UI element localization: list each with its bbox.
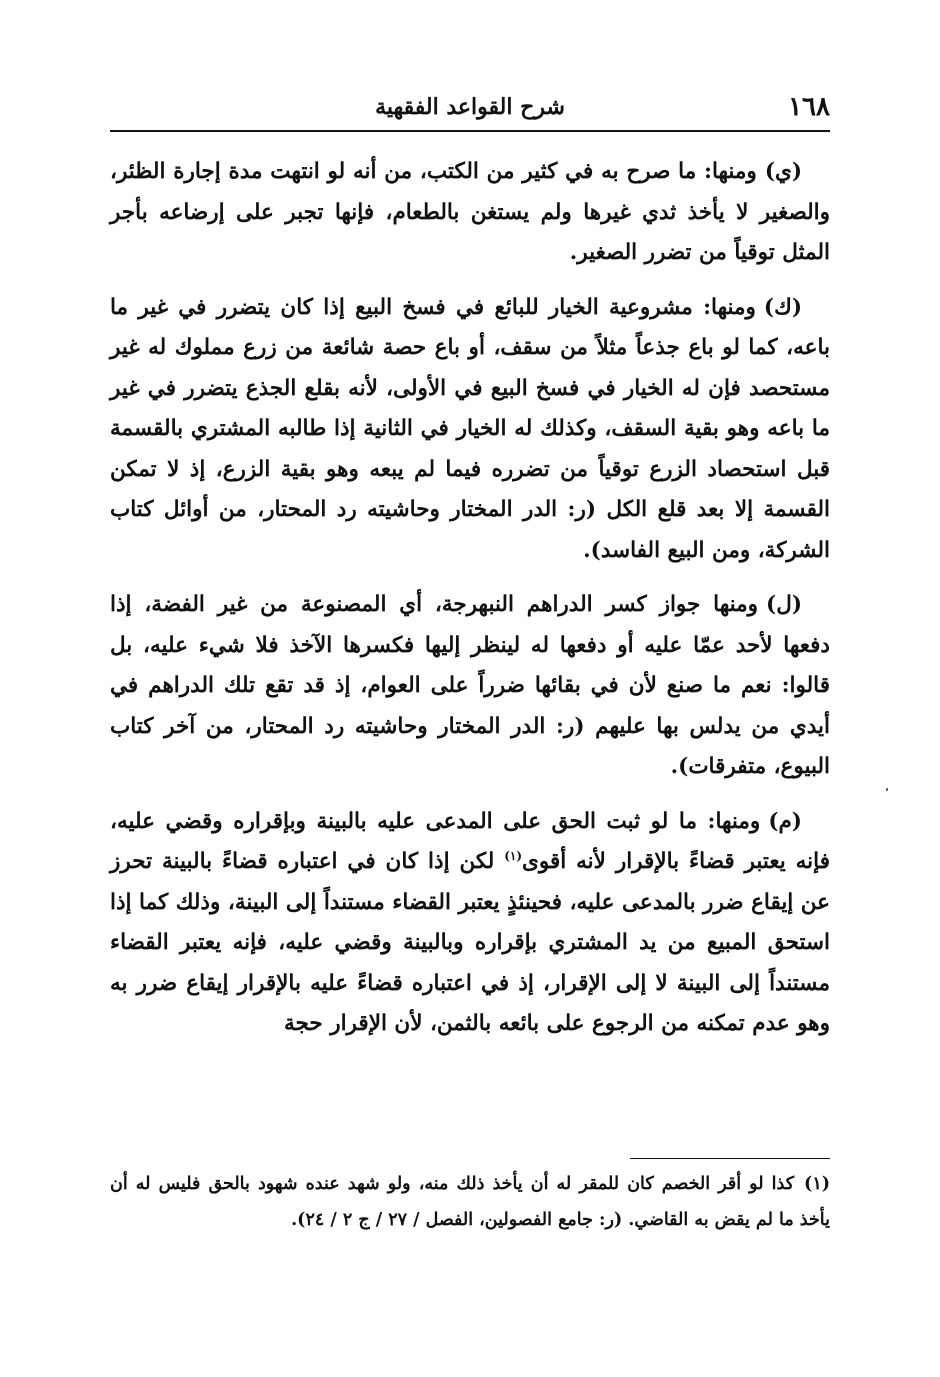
book-page — [110, 0, 830, 1377]
page-header — [110, 92, 830, 130]
paragraph-text: ومنها: ما صرح به في كثير من الكتب، من أنه لو انتهت مدة إجارة الظئر، والصغير لا يأخذ ثدي غيرها ولم يستغن بالطعام، فإنها تجبر على إرضاعه بأجر المثل توقياً من تضرر الصغير. — [110, 159, 830, 265]
footnote-marker[interactable]: (١) — [504, 848, 523, 863]
scan-speck — [886, 788, 888, 791]
paragraph-text-before-footnote: ومنها: ما لو ثبت الحق على المدعى عليه بالبينة وبإقراره وقضي عليه، فإنه يعتبر قضاءً بالإقرار لأنه أقوى — [110, 808, 830, 874]
footnote — [110, 1166, 830, 1238]
paragraph-text: ومنها: مشروعية الخيار للبائع في فسخ البيع إذا كان يتضرر في غير ما باعه، كما لو باع جذعاً مثلاً من سقف، أو باع حصة شائعة من زرع مملوك له غير مستحصد فإن له الخيار في فسخ البيع في الأولى، لأنه بقلع الجذع يتضرر في غير ما باعه وهو بقية السقف، وكذلك له الخيار في الثانية إذا طالبه المشتري بالقسمة قبل استحصاد الزرع توقياً من تضرره فيما لم يبعه وهو بقية الزرع، إذ لا تمكن القسمة إلا بعد قلع الكل (ر: الدر المختار وحاشيته رد المحتار، من أوائل كتاب الشركة، ومن البيع الفاسد). — [110, 294, 830, 563]
paragraph-ya — [110, 152, 830, 274]
footnote-number: (١) — [804, 1174, 830, 1194]
paragraph-label: (م) — [768, 808, 802, 834]
running-title: شرح القواعد الفقهية — [375, 94, 565, 120]
paragraph-text-after-footnote: لكن إذا كان في اعتباره قضاءً بالبينة تحرز عن إيقاع ضرر بالمدعى عليه، فحينئذٍ يعتبر القضاء مستنداً إلى البينة، وذلك كما إذا استحق المبيع من يد المشتري بإقراره وبالبينة وقضي عليه، فإنه يعتبر القضاء مستنداً إلى البينة لا إلى الإقرار، إذ في اعتباره قضاءً عليه بالإقرار إيقاع ضرر به وهو عدم تمكنه من الرجوع على بائعه بالثمن، لأن الإقرار حجة — [110, 849, 830, 1036]
footnote-rule — [630, 1158, 830, 1159]
paragraph-kaf — [110, 288, 830, 572]
paragraph-label: (ل) — [766, 592, 802, 617]
paragraph-label: (ي) — [764, 159, 802, 184]
paragraph-lam — [110, 585, 830, 788]
page-number: ١٦٨ — [788, 92, 830, 122]
header-rule — [110, 130, 830, 132]
footnote-text: كذا لو أقر الخصم كان للمقر له أن يأخذ ذلك منه، ولو شهد عنده شهود بالحق فليس له أن يأخذ ما لم يقض به القاضي. (ر: جامع الفصولين، الفصل / ٢٧ / ج ٢ / ٢٤). — [110, 1174, 830, 1230]
main-text — [110, 152, 830, 1059]
paragraph-text: ومنها جواز كسر الدراهم النبهرجة، أي المصنوعة من غير الفضة، إذا دفعها لأحد عمّا عليه أو دفعها له لينظر إليها فكسرها الآخذ فلا شيء عليه، بل قالوا: نعم ما صنع لأن في بقائها ضرراً على العوام، إذ قد تقع تلك الدراهم في أيدي من يدلس بها عليهم (ر: الدر المختار وحاشيته رد المحتار، من آخر كتاب البيوع، متفرقات). — [110, 592, 830, 779]
paragraph-label: (ك) — [763, 294, 802, 320]
paragraph-mim — [110, 802, 830, 1045]
